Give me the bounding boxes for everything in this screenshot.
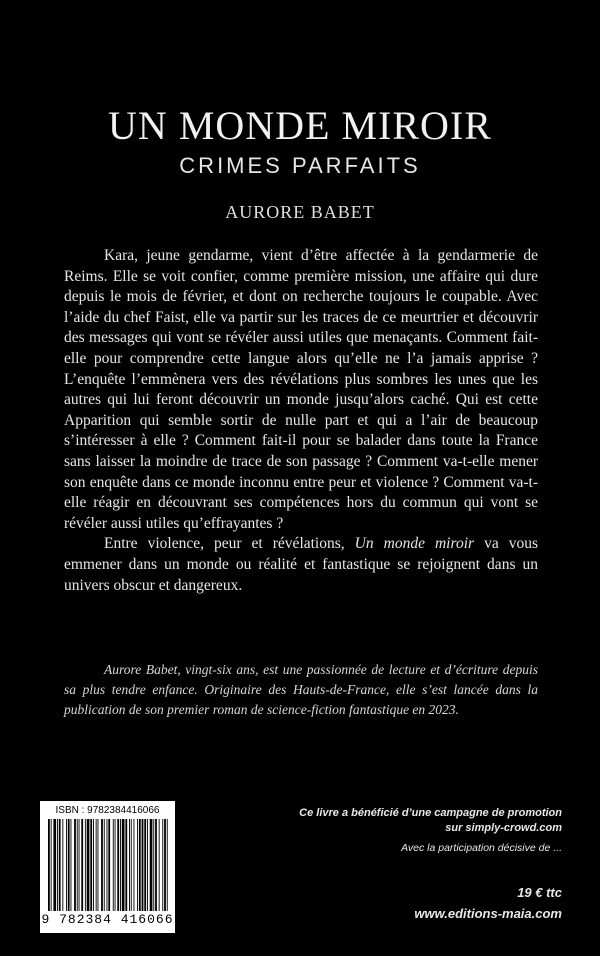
barcode-bar	[162, 819, 163, 911]
barcode-bar	[167, 819, 168, 911]
synopsis-p2-after: va vous emmener dans un monde ou réalité et fantastique se rejoignent dans un univers obscur et dangereux.	[64, 535, 539, 594]
book-title: UN MONDE MIROIR	[108, 103, 492, 148]
synopsis-paragraph-1: Kara, jeune gendarme, vient d’être affectée à la gendarmerie de Reims. Elle se voit confier, comme première mission, une affaire qui dure depuis le mois de février, et dont on recherche toujours le coupable. Avec l’aide du chef Faist, elle va partir sur les traces de ce meurtrier et découvrir des messages qui vont se révéler aussi utiles que menaçants. Comment fait-elle pour comprendre cette langue alors qu’elle ne l’a jamais apprise ? L’enquête l’emmènera vers des révélations plus sombres les unes que les autres qui lui feront découvrir un monde jusqu’alors caché. Qui est cette Apparition qui semble sortir de nulle part et qui a l’air de beaucoup s’intéresser à elle ? Comment fait-il pour se balader dans toute la France sans laisser la moindre de trace de son passage ? Comment va-t-elle mener son enquête dans ce monde inconnu entre peur et violence ? Comment va-t-elle réagir en découvrant ses compétences hors du commun qui vont se révéler aussi utiles qu’effrayantes ?	[64, 247, 538, 532]
barcode-bar	[137, 819, 138, 911]
barcode-bar	[147, 819, 148, 911]
promo-line-2: sur simply-crowd.com	[445, 822, 562, 834]
synopsis	[64, 246, 538, 596]
barcode-bar	[153, 819, 154, 911]
barcode-bar	[164, 819, 166, 911]
barcode-bar	[122, 819, 125, 911]
barcode-bar	[159, 819, 160, 911]
promo-line-1: Ce livre a bénéficié d’une campagne de promotion	[299, 807, 562, 819]
barcode-bar	[62, 819, 63, 911]
book-subtitle: CRIMES PARFAITS	[179, 153, 421, 178]
barcode-bar	[155, 819, 157, 911]
barcode-bar	[101, 819, 103, 911]
barcode-bar	[129, 819, 130, 911]
barcode-bar	[71, 819, 72, 911]
synopsis-p2-before: Entre violence, peur et révélations,	[104, 535, 355, 553]
barcode-bar	[108, 819, 110, 911]
barcode-bar	[150, 819, 153, 911]
barcode-bar	[96, 819, 97, 911]
barcode-bar	[53, 819, 56, 911]
barcode-bar	[85, 819, 86, 911]
barcode-bar	[77, 819, 78, 911]
barcode-bar	[79, 819, 80, 911]
barcode-bar	[57, 819, 58, 911]
barcode-bar	[134, 819, 135, 911]
publisher-website: www.editions-maia.com	[414, 906, 562, 921]
barcode-bar	[113, 819, 114, 911]
synopsis-p2-title: Un monde miroir	[354, 535, 475, 553]
synopsis-paragraph-2	[64, 534, 538, 596]
barcode-bar	[104, 819, 105, 911]
barcode-icon	[46, 819, 169, 911]
barcode-bar	[87, 819, 90, 911]
barcode-bar	[115, 819, 116, 911]
barcode-bar	[68, 819, 70, 911]
participation-text: Avec la participation décisive de ...	[401, 842, 562, 854]
promo-text	[262, 806, 562, 836]
barcode-bar	[51, 819, 52, 911]
barcode-digits: 9 782384 416066	[41, 912, 174, 927]
barcode-bar	[74, 819, 76, 911]
author-name: AURORE BABET	[225, 202, 375, 222]
barcode-bar	[131, 819, 132, 911]
barcode-bar	[66, 819, 67, 911]
isbn-label: ISBN : 9782384416066	[55, 805, 160, 816]
barcode-bar	[142, 819, 144, 911]
barcode-bar	[59, 819, 61, 911]
barcode-bar	[120, 819, 121, 911]
barcode-bar	[90, 819, 92, 911]
barcode-bar	[98, 819, 99, 911]
barcode-box	[40, 801, 175, 933]
barcode-bar	[117, 819, 119, 911]
barcode-bar	[93, 819, 94, 911]
barcode-bar	[107, 819, 108, 911]
barcode-bar	[139, 819, 141, 911]
author-bio: Aurore Babet, vingt-six ans, est une passionnée de lecture et d’écriture depuis sa plus tendre enfance. Originaire des Hauts-de-France, elle s’est lancée dans la publication de son premier roman de science-fiction fantastique en 2023.	[64, 662, 538, 717]
barcode-bar	[125, 819, 127, 911]
barcode-bar	[81, 819, 83, 911]
price: 19 € ttc	[517, 885, 562, 900]
barcode-bar	[48, 819, 50, 911]
barcode-bar	[144, 819, 146, 911]
